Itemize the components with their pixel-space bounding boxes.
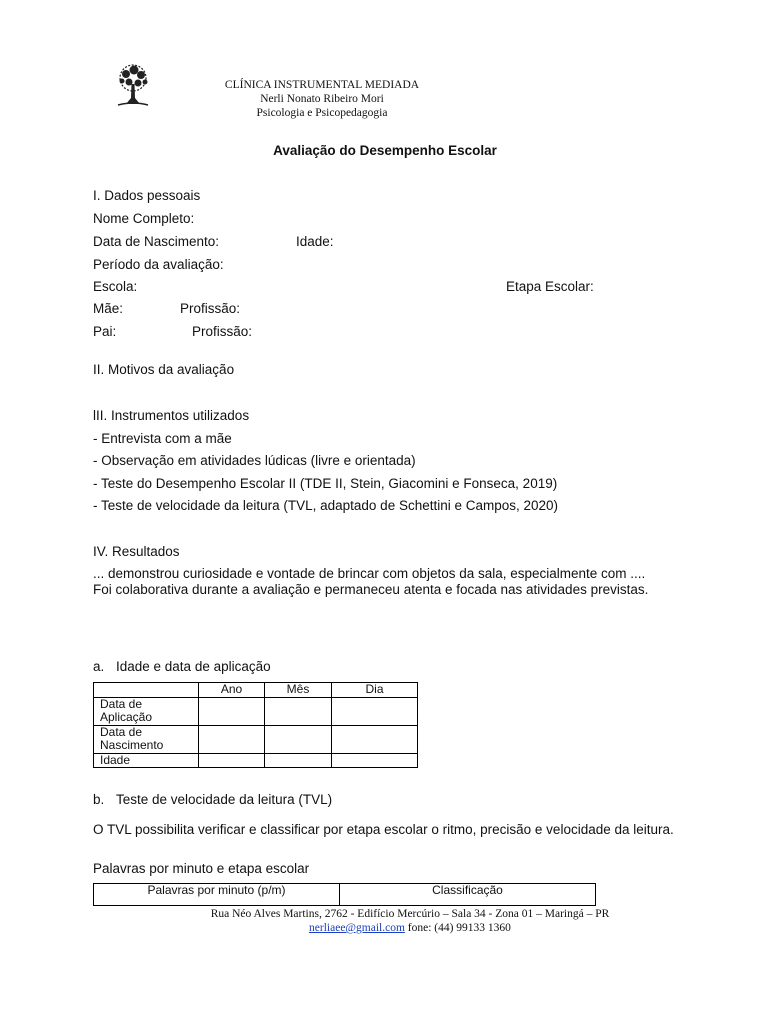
table-cell[interactable] — [332, 726, 418, 754]
table-header-cell: Palavras por minuto (p/m) — [94, 884, 340, 906]
table-cell[interactable] — [332, 754, 418, 768]
table-cell[interactable] — [199, 754, 265, 768]
footer-contact — [0, 922, 768, 934]
field-periodo-label: Período da avaliação: — [93, 257, 224, 272]
subsection-b-label: b. — [93, 792, 105, 807]
table-header-cell: Classificação — [340, 884, 596, 906]
tvl-table — [93, 883, 596, 906]
tvl-caption: Palavras por minuto e etapa escolar — [93, 861, 310, 876]
field-pai-label: Pai: — [93, 324, 117, 339]
table-cell[interactable] — [332, 698, 418, 726]
subsection-b-heading: Teste de velocidade da leitura (TVL) — [116, 792, 333, 807]
section-3-heading: lII. Instrumentos utilizados — [93, 408, 250, 423]
table-header-cell: Ano — [199, 683, 265, 698]
instrument-item: - Teste do Desempenho Escolar II (TDE II, Stein, Giacomini e Fonseca, 2019) — [93, 476, 558, 491]
field-idade-label: Idade: — [296, 234, 334, 249]
instrument-item: - Teste de velocidade da leitura (TVL, adaptado de Schettini e Campos, 2020) — [93, 498, 559, 513]
results-line: ... demonstrou curiosidade e vontade de brincar com objetos da sala, especialmente com .... — [93, 566, 646, 581]
section-4-heading: IV. Resultados — [93, 544, 180, 559]
table-cell[interactable] — [265, 698, 332, 726]
footer-address: Rua Néo Alves Martins, 2762 - Edifício Mercúrio – Sala 34 - Zona 01 – Maringá – PR — [210, 908, 610, 920]
table-cell[interactable] — [265, 754, 332, 768]
age-date-table — [93, 682, 418, 768]
table-cell[interactable] — [199, 698, 265, 726]
subsection-a-heading: Idade e data de aplicação — [116, 659, 271, 674]
field-etapa-label: Etapa Escolar: — [506, 279, 594, 294]
subsection-a-label: a. — [93, 659, 105, 674]
field-profissao-mae-label: Profissão: — [180, 301, 241, 316]
clinic-specialty: Psicologia e Psicopedagogia — [256, 107, 388, 119]
tvl-paragraph: O TVL possibilita verificar e classificar por etapa escolar o ritmo, precisão e velocidade da leitura. — [93, 822, 674, 837]
section-2-heading: II. Motivos da avaliação — [93, 362, 235, 377]
section-1-heading: I. Dados pessoais — [93, 188, 201, 203]
clinic-name: CLÍNICA INSTRUMENTAL MEDIADA — [224, 79, 420, 91]
instrument-item: - Observação em atividades lúdicas (livre e orientada) — [93, 453, 416, 468]
table-row — [94, 726, 418, 754]
footer-phone: fone: (44) 99133 1360 — [404, 922, 511, 934]
field-mae-label: Mãe: — [93, 301, 124, 316]
field-escola-label: Escola: — [93, 279, 138, 294]
document-title: Avaliação do Desempenho Escolar — [273, 143, 497, 158]
field-profissao-pai-label: Profissão: — [192, 324, 253, 339]
table-header-cell: Mês — [265, 683, 332, 698]
row-label: Data de Aplicação — [94, 698, 199, 726]
table-header-cell: Dia — [332, 683, 418, 698]
field-nome-label: Nome Completo: — [93, 211, 195, 226]
table-cell[interactable] — [265, 726, 332, 754]
row-label: Idade — [94, 754, 199, 768]
results-paragraph: Foi colaborativa durante a avaliação e permaneceu atenta e focada nas atividades previstas. — [93, 582, 649, 597]
instrument-item: - Entrevista com a mãe — [93, 431, 232, 446]
footer-email-link[interactable]: nerliaee@gmail.com — [309, 922, 405, 934]
table-row — [94, 754, 418, 768]
table-cell[interactable] — [199, 726, 265, 754]
field-nascimento-label: Data de Nascimento: — [93, 234, 220, 249]
table-row — [94, 698, 418, 726]
row-label: Data de Nascimento — [94, 726, 199, 754]
clinic-owner: Nerli Nonato Ribeiro Mori — [260, 93, 384, 105]
table-header-cell — [94, 683, 199, 698]
